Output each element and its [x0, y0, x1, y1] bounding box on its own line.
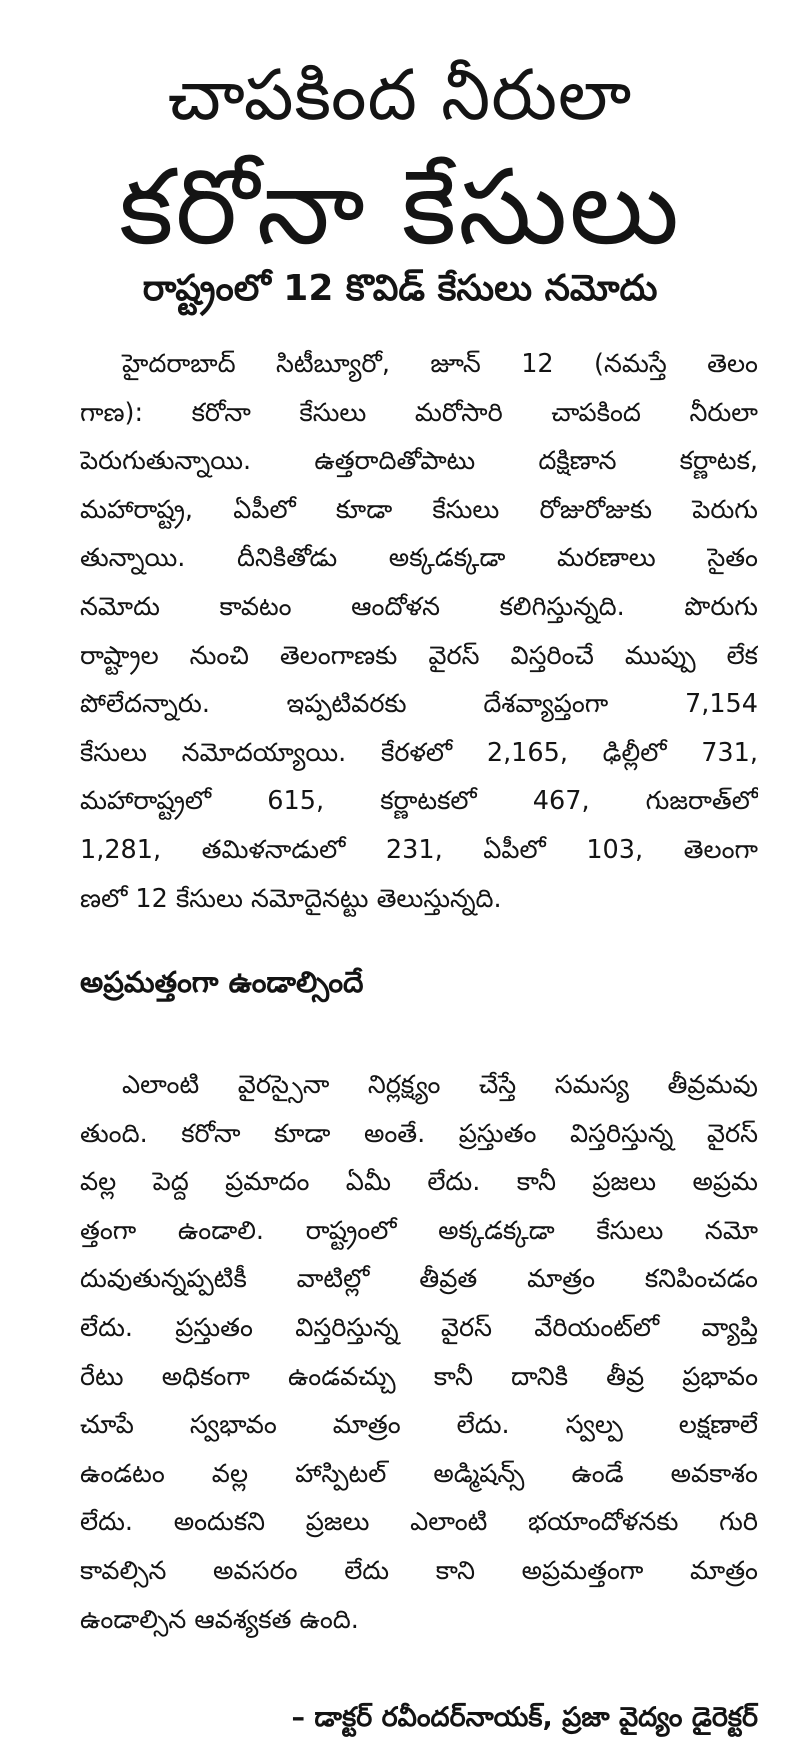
paragraph-line: లేదు. ప్రస్తుతం విస్తరిస్తున్న వైరస్ వేరియంట్‌లో వ్యాప్తి [80, 1312, 758, 1343]
article-paragraph-2 [80, 1061, 758, 1644]
paragraph-line: పోలేదన్నారు. ఇప్పటివరకు దేశవ్యాప్తంగా 7,154 [80, 689, 758, 720]
headline: కరోనా కేసులు [119, 146, 681, 268]
paragraph-line: చూపే స్వభావం మాత్రం లేదు. స్వల్ప లక్షణాలే [80, 1410, 758, 1441]
byline: – డాక్టర్ రవీందర్‌నాయక్, ప్రజా వైద్యం డైరెక్టర్ [291, 1702, 758, 1733]
paragraph-line: పెరుగుతున్నాయి. ఉత్తరాదితోపాటు దక్షిణాన కర్ణాటక, [80, 446, 758, 477]
paragraph-line: వల్ల పెద్ద ప్రమాదం ఏమీ లేదు. కానీ ప్రజలు అప్రమ [80, 1167, 758, 1198]
paragraph-line: రాష్ట్రాల నుంచి తెలంగాణకు వైరస్ విస్తరించే ముప్పు లేక [80, 640, 758, 671]
paragraph-line: మహారాష్ట్రలో 615, కర్ణాటకలో 467, గుజరాత్‌లో [80, 786, 758, 817]
paragraph-line: తున్నాయి. దీనికితోడు అక్కడక్కడా మరణాలు సైతం [80, 543, 758, 574]
headline-kicker: చాపకింద నీరులా [167, 54, 633, 136]
paragraph-line: నమోదు కావటం ఆందోళన కలిగిస్తున్నది. పొరుగు [80, 591, 758, 622]
paragraph-line: మహారాష్ట్ర, ఏపీలో కూడా కేసులు రోజురోజుకు పెరుగు [80, 494, 758, 525]
paragraph-line: తుంది. కరోనా కూడా అంతే. ప్రస్తుతం విస్తరిస్తున్న వైరస్ [80, 1118, 758, 1149]
paragraph-line: దువుతున్నప్పటికీ వాటిల్లో తీవ్రత మాత్రం కనిపించడం [80, 1264, 758, 1295]
paragraph-line: త్తంగా ఉండాలి. రాష్ట్రంలో అక్కడక్కడా కేసులు నమో [80, 1215, 758, 1246]
paragraph-line: ఉండటం వల్ల హాస్పిటల్ అడ్మిషన్స్ ఉండే అవకాశం [80, 1458, 758, 1489]
paragraph-line: ఎలాంటి వైరస్సైనా నిర్లక్ష్యం చేస్తే సమస్య తీవ్రమవు [122, 1070, 758, 1100]
paragraph-line: లేదు. అందుకని ప్రజలు ఎలాంటి భయాందోళనకు గురి [80, 1507, 758, 1538]
paragraph-line: ఉండాల్సిన ఆవశ్యకత ఉంది. [80, 1604, 359, 1635]
paragraph-line: ణలో 12 కేసులు నమోదైనట్టు తెలుస్తున్నది. [80, 883, 502, 914]
paragraph-line: కేసులు నమోదయ్యాయి. కేరళలో 2,165, ఢిల్లీలో 731, [80, 737, 758, 768]
paragraph-line: రేటు అధికంగా ఉండవచ్చు కానీ దానికి తీవ్ర ప్రభావం [80, 1361, 758, 1392]
article-paragraph-1 [80, 340, 758, 923]
section-heading: అప్రమత్తంగా ఉండాల్సిందే [80, 965, 364, 999]
paragraph-line: 1,281, తమిళనాడులో 231, ఏపీలో 103, తెలంగా [80, 834, 758, 865]
paragraph-line: గాణ): కరోనా కేసులు మరోసారి చాపకింద నీరులా [80, 397, 758, 428]
subheadline: రాష్ట్రంలో 12 కొవిడ్ కేసులు నమోదు [142, 268, 658, 309]
paragraph-line: హైదరాబాద్ సిటీబ్యూరో, జూన్ 12 (నమస్తే తెలం [122, 349, 758, 379]
paragraph-line: కావల్సిన అవసరం లేదు కాని అప్రమత్తంగా మాత్రం [80, 1555, 758, 1586]
